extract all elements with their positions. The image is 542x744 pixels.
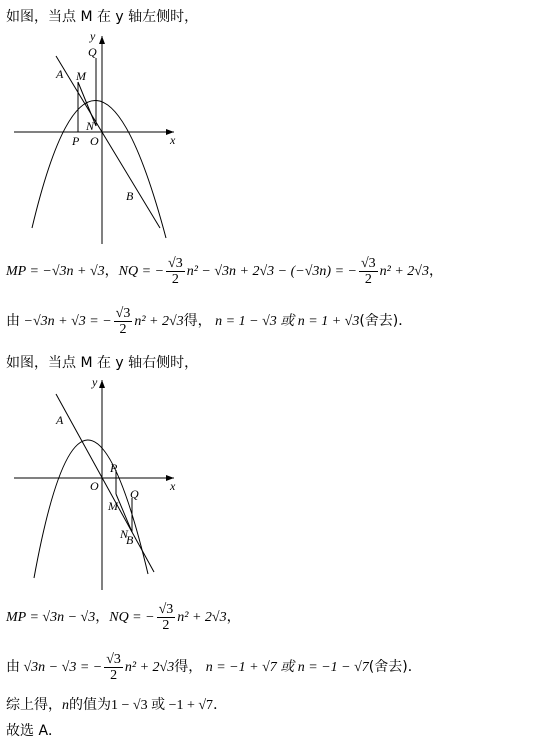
case2-mp-nq: MP = √3n − √3，NQ = − $\frac{√3}{2}$ n² + 2√3， <box>6 602 241 634</box>
svg-text:P: P <box>110 461 118 475</box>
svg-text:B: B <box>126 189 134 203</box>
svg-text:N: N <box>86 119 95 133</box>
svg-text:A: A <box>56 413 64 427</box>
svg-text:x: x <box>170 133 176 147</box>
svg-text:Q: Q <box>130 487 139 501</box>
svg-text:M: M <box>76 69 86 83</box>
svg-text:O: O <box>90 134 99 148</box>
case2-heading: 如图，当点 M 在 y 轴右侧时， <box>6 355 199 371</box>
answer-line: 故选 A． <box>6 723 63 739</box>
svg-text:Q: Q <box>88 45 97 59</box>
svg-text:N: N <box>120 527 129 541</box>
case1-figure <box>14 28 214 248</box>
case2-figure <box>14 374 214 594</box>
svg-text:y: y <box>92 375 98 389</box>
svg-text:y: y <box>90 29 96 43</box>
svg-text:M: M <box>108 499 118 513</box>
case2-solve: 由 √3n − √3 = − $\frac{√3}{2}$ n² + 2√3得， n = −1 + √7 或 n = −1 − √7(舍去)． <box>6 652 422 684</box>
case1-mp-nq: MP = −√3n + √3，NQ = − $\frac{√3}{2}$ n² − √3n + 2√3 − (−√3n) = − $\frac{√3}{2}$ n² + 2√3， <box>6 256 443 288</box>
case1-solve: 由 −√3n + √3 = − $\frac{√3}{2}$ n² + 2√3得， n = 1 − √3 或 n = 1 + √3(舍去)． <box>6 306 413 338</box>
svg-text:A: A <box>56 67 64 81</box>
svg-text:x: x <box>170 479 176 493</box>
case1-heading: 如图，当点 M 在 y 轴左侧时， <box>6 9 199 25</box>
svg-text:P: P <box>72 134 80 148</box>
svg-text:B: B <box>126 533 134 547</box>
svg-text:O: O <box>90 479 99 493</box>
summary-line: 综上得，n的值为1 − √3 或 −1 + √7． <box>6 697 228 713</box>
